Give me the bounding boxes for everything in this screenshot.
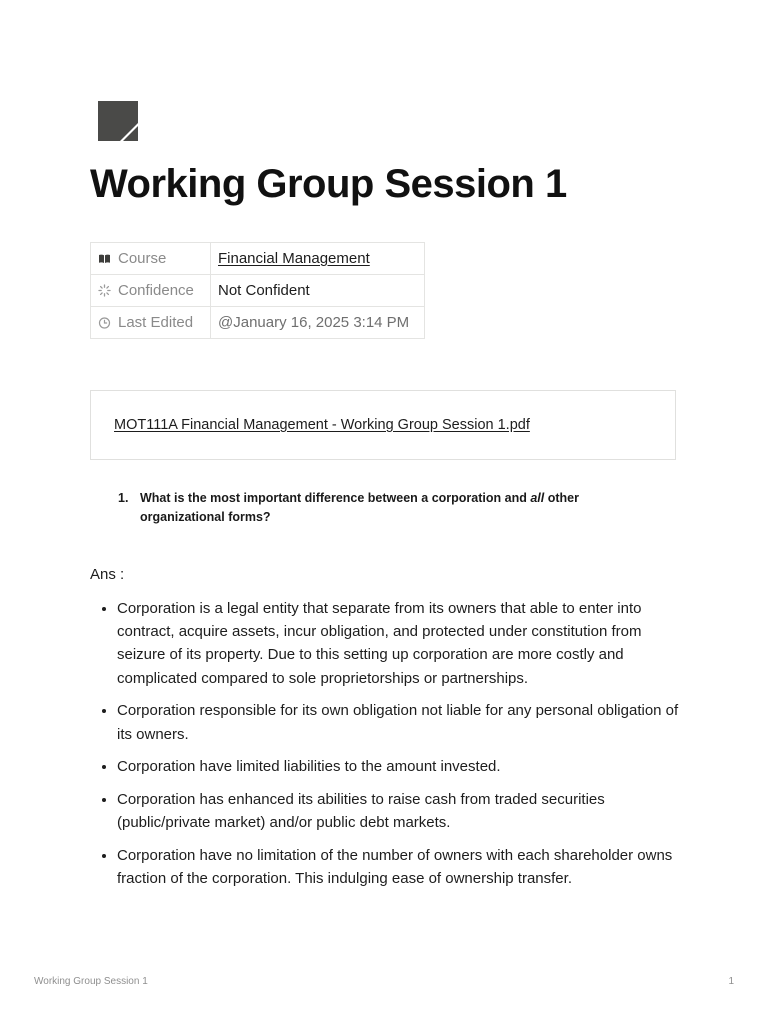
question-item (118, 489, 658, 527)
loading-spinner-icon (98, 284, 111, 297)
footer-title: Working Group Session 1 (34, 976, 148, 987)
property-name-course: Course (118, 250, 167, 267)
question-number: 1. (118, 491, 129, 505)
book-icon (98, 252, 111, 265)
list-item: • Corporation have no limitation of the number of owners with each shareholder owns fraction of the corporation. This indulging ease of ownership transfer. (117, 844, 680, 890)
page-title: Working Group Session 1 (90, 162, 567, 206)
answer-list (90, 597, 680, 900)
property-row-last-edited (91, 307, 425, 339)
footer-page-number: 1 (728, 976, 734, 987)
list-item: • Corporation is a legal entity that separate from its owners that able to enter into contract, acquire assets, incur obligation, and protected under constitution from seizure of its property. Due to this setting up corporation are more costly and complicated compared to sole proprietorships or partnerships. (117, 597, 680, 690)
property-name-confidence: Confidence (118, 282, 194, 299)
file-attachment-card[interactable] (90, 390, 676, 460)
property-row-confidence (91, 275, 425, 307)
property-name-last-edited: Last Edited (118, 314, 194, 331)
sticky-note-icon (98, 101, 138, 141)
list-item: • Corporation has enhanced its abilities to raise cash from traded securities (public/private market) and/or public debt markets. (117, 788, 680, 834)
question-text: What is the most important difference between a corporation and all other organizational forms? (140, 491, 579, 524)
course-link[interactable]: Financial Management (218, 250, 370, 267)
confidence-value[interactable]: Not Confident (218, 282, 310, 299)
list-item: • Corporation have limited liabilities to the amount invested. (117, 755, 680, 778)
answer-label: Ans : (90, 566, 125, 583)
clock-icon (98, 316, 111, 329)
pdf-file-link[interactable]: MOT111A Financial Management - Working Group Session 1.pdf (114, 417, 530, 433)
last-edited-value: @January 16, 2025 3:14 PM (218, 314, 410, 331)
property-row-course (91, 243, 425, 275)
properties-table (90, 242, 425, 339)
question-emphasis: all (530, 491, 545, 505)
list-item: • Corporation responsible for its own obligation not liable for any personal obligation of its owners. (117, 699, 680, 745)
